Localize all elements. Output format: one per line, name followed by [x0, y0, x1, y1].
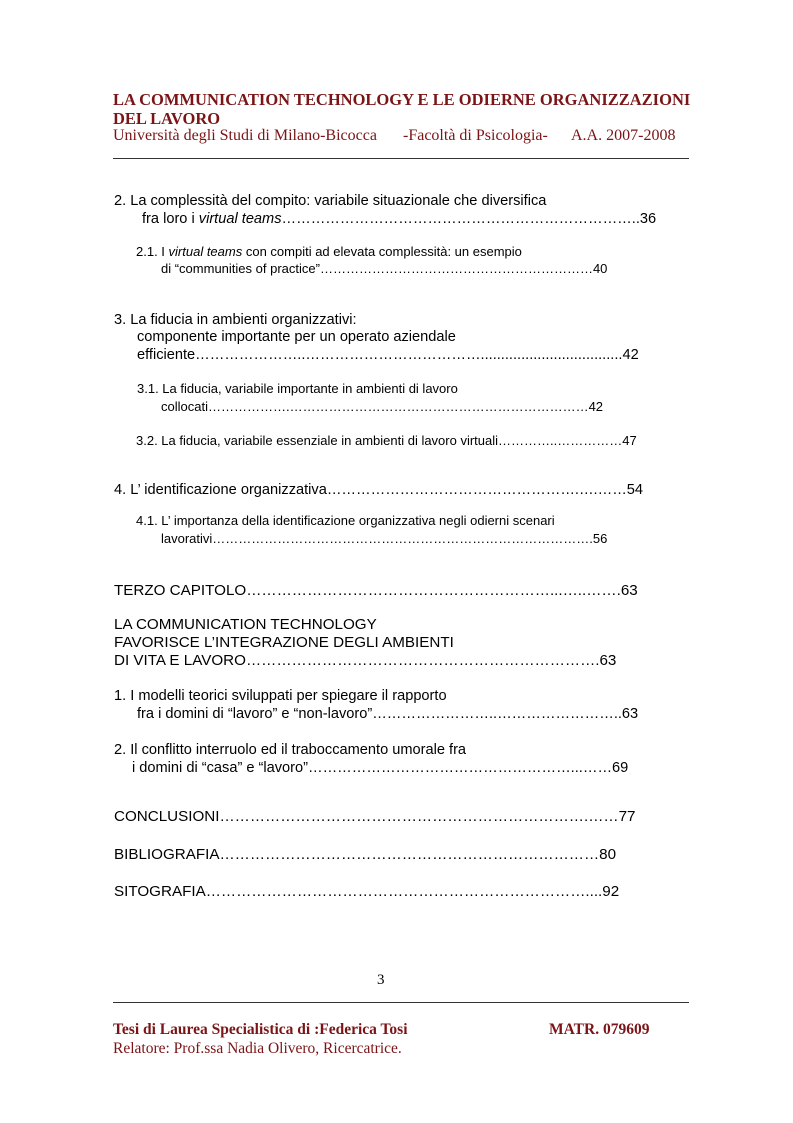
page-number: 3 [377, 972, 385, 988]
header-title-line1: LA COMMUNICATION TECHNOLOGY E LE ODIERNE ORGANIZZAZIONI [113, 90, 691, 109]
toc-conclusioni: CONCLUSIONI……………………………………………………………….……77 [114, 808, 636, 825]
toc-sitografia: SITOGRAFIA…………………………………………………………………....92 [114, 883, 620, 900]
toc-entry-2-line1: 2. La complessità del compito: variabile situazionale che diversifica [114, 193, 547, 209]
toc-entry-3-1-line2: collocati……………….……………………………………………………………42 [161, 399, 604, 414]
toc-entry-3-1-line1: 3.1. La fiducia, variabile importante in ambienti di lavoro [137, 381, 458, 396]
footer-advisor: Relatore: Prof.ssa Nadia Olivero, Ricercatrice. [113, 1040, 402, 1057]
toc-entry-3c-2-line2: i domini di “casa” e “lavoro”………………………………………………...……69 [132, 760, 629, 776]
header-rule [113, 158, 689, 159]
header-faculty: -Facoltà di Psicologia- [403, 127, 548, 144]
toc-entry-3-line1: 3. La fiducia in ambienti organizzativi: [114, 312, 357, 328]
toc-entry-3-line3: efficiente…………………..………………………………...................................42 [137, 347, 639, 363]
header-university: Università degli Studi di Milano-Bicocca [113, 127, 377, 144]
toc-entry-2-line2: fra loro i virtual teams………………………………………………………………..36 [142, 211, 657, 227]
toc-entry-3-2: 3.2. La fiducia, variabile essenziale in ambienti di lavoro virtuali…………..……………47 [136, 433, 637, 448]
toc-entry-3-line2: componente importante per un operato aziendale [137, 329, 456, 345]
footer-thesis: Tesi di Laurea Specialistica di :Federica Tosi [113, 1021, 408, 1038]
toc-entry-3c-2-line1: 2. Il conflitto interruolo ed il traboccamento umorale fra [114, 742, 467, 758]
footer-rule [113, 1002, 689, 1003]
toc-entry-2-1-line2: di “communities of practice”………………………………………………………40 [161, 261, 608, 276]
toc-chapter-title-line2: FAVORISCE L’INTEGRAZIONE DEGLI AMBIENTI [114, 634, 454, 651]
toc-entry-4: 4. L’ identificazione organizzativa…………………………………………….….……54 [114, 482, 644, 498]
toc-chapter-title-line1: LA COMMUNICATION TECHNOLOGY [114, 616, 377, 633]
toc-chapter-terzo: TERZO CAPITOLO……………………………………………………...…..…….63 [114, 582, 638, 599]
toc-entry-2-1-line1: 2.1. I virtual teams con compiti ad elevata complessità: un esempio [136, 244, 522, 259]
toc-bibliografia: BIBLIOGRAFIA…………………………………………………………………80 [114, 846, 617, 863]
header-year: A.A. 2007-2008 [571, 127, 676, 144]
toc-chapter-title-line3: DI VITA E LAVORO…………………………………………………………….63 [114, 652, 617, 669]
toc-entry-3c-1-line1: 1. I modelli teorici sviluppati per spiegare il rapporto [114, 688, 447, 704]
footer-matr: MATR. 079609 [549, 1021, 650, 1038]
header-title-line2: DEL LAVORO [113, 109, 221, 128]
toc-entry-4-1-line2: lavorativi…………………………………………………………………………….56 [161, 531, 608, 546]
toc-entry-4-1-line1: 4.1. L’ importanza della identificazione organizzativa negli odierni scenari [136, 513, 555, 528]
toc-entry-3c-1-line2: fra i domini di “lavoro” e “non-lavoro”……………………..……………………..63 [137, 706, 639, 722]
